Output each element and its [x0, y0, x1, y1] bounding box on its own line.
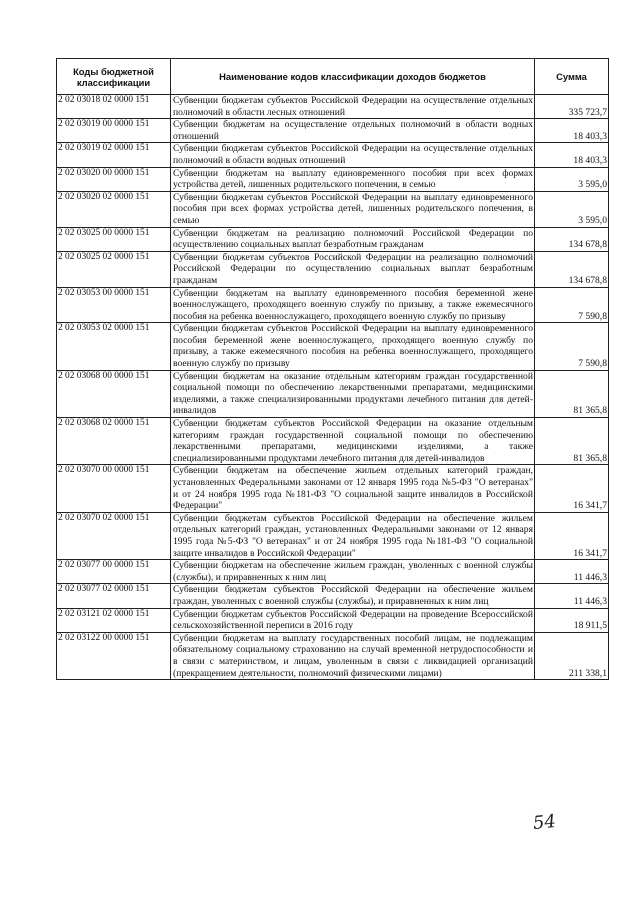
row-code: 2 02 03068 02 0000 151 — [57, 418, 171, 465]
table-row — [57, 632, 609, 679]
table-row — [57, 251, 609, 287]
row-sum: 81 365,8 — [535, 370, 609, 417]
row-sum: 134 678,8 — [535, 251, 609, 287]
table-row — [57, 418, 609, 465]
table-row — [57, 191, 609, 227]
budget-table-sheet — [56, 58, 608, 680]
row-sum: 18 403,3 — [535, 119, 609, 143]
row-code: 2 02 03025 00 0000 151 — [57, 227, 171, 251]
row-sum: 16 341,7 — [535, 465, 609, 512]
table-row — [57, 95, 609, 119]
row-name: Субвенции бюджетам на выплату единовременного пособия при всех формах устройства детей, лишенных родительского попечения, в семью — [171, 167, 535, 191]
row-name: Субвенции бюджетам на обеспечение жильем граждан, уволенных с военной службы (службы), и приравненных к ним лиц — [171, 560, 535, 584]
row-name: Субвенции бюджетам субъектов Российской Федерации на обеспечение жильем отдельных категорий граждан, установленных Федеральными законами от 12 января 1995 года №5-ФЗ "О ветеранах" и от 24 ноября 1995 года №181-ФЗ "О социальной защите инвалидов в Российской Федерации" — [171, 512, 535, 559]
row-code: 2 02 03018 02 0000 151 — [57, 95, 171, 119]
row-sum: 134 678,8 — [535, 227, 609, 251]
table-row — [57, 287, 609, 323]
row-code: 2 02 03025 02 0000 151 — [57, 251, 171, 287]
row-code: 2 02 03019 00 0000 151 — [57, 119, 171, 143]
row-name: Субвенции бюджетам на обеспечение жильем отдельных категорий граждан, установленных Федеральными законами от 12 января 1995 года №5-ФЗ "О ветеранах" и от 24 ноября 1995 года №181-ФЗ "О социальной защите инвалидов в Российской Федерации" — [171, 465, 535, 512]
table-row — [57, 560, 609, 584]
row-sum: 7 590,8 — [535, 287, 609, 323]
row-name: Субвенции бюджетам на выплату государственных пособий лицам, не подлежащим обязательному социальному страхованию на случай временной нетрудоспособности и в связи с материнством, и лицам, уволенным в связи с ликвидацией организаций (прекращением деятельности, полномочий физическими лицами) — [171, 632, 535, 679]
row-sum: 81 365,8 — [535, 418, 609, 465]
header-name: Наименование кодов классификации доходов бюджетов — [171, 59, 535, 95]
table-header-row — [57, 59, 609, 95]
header-code: Коды бюджетной классификации — [57, 59, 171, 95]
row-sum: 16 341,7 — [535, 512, 609, 559]
row-name: Субвенции бюджетам субъектов Российской Федерации на обеспечение жильем граждан, уволенных с военной службы (службы), и приравненных к ним лиц — [171, 584, 535, 608]
row-sum: 7 590,8 — [535, 323, 609, 370]
row-name: Субвенции бюджетам субъектов Российской Федерации на реализацию полномочий Российской Федерации по осуществлению социальных выплат безработным гражданам — [171, 251, 535, 287]
row-name: Субвенции бюджетам на реализацию полномочий Российской Федерации по осуществлению социальных выплат безработным гражданам — [171, 227, 535, 251]
row-code: 2 02 03019 02 0000 151 — [57, 143, 171, 167]
table-row — [57, 227, 609, 251]
row-name: Субвенции бюджетам субъектов Российской Федерации на выплату единовременного пособия беременной жене военнослужащего, проходящего военную службу по призыву, а также ежемесячного пособия на ребенка военнослужащего, проходящего военную службу по призыву — [171, 323, 535, 370]
row-sum: 18 911,5 — [535, 608, 609, 632]
row-code: 2 02 03070 02 0000 151 — [57, 512, 171, 559]
revenue-codes-table — [56, 58, 609, 680]
table-row — [57, 512, 609, 559]
row-code: 2 02 03077 02 0000 151 — [57, 584, 171, 608]
header-sum: Сумма — [535, 59, 609, 95]
row-name: Субвенции бюджетам субъектов Российской Федерации на осуществление отдельных полномочий в области водных отношений — [171, 143, 535, 167]
row-code: 2 02 03070 00 0000 151 — [57, 465, 171, 512]
row-sum: 3 595,0 — [535, 191, 609, 227]
row-code: 2 02 03068 00 0000 151 — [57, 370, 171, 417]
table-row — [57, 370, 609, 417]
table-row — [57, 323, 609, 370]
row-sum: 18 403,3 — [535, 143, 609, 167]
table-row — [57, 167, 609, 191]
row-name: Субвенции бюджетам субъектов Российской Федерации на выплату единовременного пособия при всех формах устройства детей, лишенных родительского попечения, в семью — [171, 191, 535, 227]
row-code: 2 02 03053 00 0000 151 — [57, 287, 171, 323]
row-code: 2 02 03121 02 0000 151 — [57, 608, 171, 632]
row-sum: 335 723,7 — [535, 95, 609, 119]
table-body — [57, 95, 609, 680]
row-name: Субвенции бюджетам на осуществление отдельных полномочий в области водных отношений — [171, 119, 535, 143]
row-sum: 11 446,3 — [535, 584, 609, 608]
row-name: Субвенции бюджетам субъектов Российской Федерации на оказание отдельным категориям граждан государственной социальной помощи по обеспечению лекарственными препаратами, медицинскими изделиями, а также специализированными продуктами лечебного питания для детей-инвалидов — [171, 418, 535, 465]
row-code: 2 02 03122 00 0000 151 — [57, 632, 171, 679]
row-name: Субвенции бюджетам субъектов Российской Федерации на проведение Всероссийской сельскохозяйственной переписи в 2016 году — [171, 608, 535, 632]
row-code: 2 02 03053 02 0000 151 — [57, 323, 171, 370]
table-row — [57, 143, 609, 167]
table-row — [57, 119, 609, 143]
row-sum: 211 338,1 — [535, 632, 609, 679]
table-row — [57, 584, 609, 608]
row-name: Субвенции бюджетам на выплату единовременного пособия беременной жене военнослужащего, проходящего военную службу по призыву, а также ежемесячного пособия на ребенка военнослужащего, проходящего военную службу по призыву — [171, 287, 535, 323]
page-number: 54 — [531, 810, 557, 835]
row-name: Субвенции бюджетам субъектов Российской Федерации на осуществление отдельных полномочий в области лесных отношений — [171, 95, 535, 119]
row-code: 2 02 03020 02 0000 151 — [57, 191, 171, 227]
table-row — [57, 465, 609, 512]
row-code: 2 02 03077 00 0000 151 — [57, 560, 171, 584]
row-name: Субвенции бюджетам на оказание отдельным категориям граждан государственной социальной помощи по обеспечению лекарственными препаратами, медицинскими изделиями, а также специализированными продуктами лечебного питания для детей-инвалидов — [171, 370, 535, 417]
row-sum: 11 446,3 — [535, 560, 609, 584]
row-sum: 3 595,0 — [535, 167, 609, 191]
row-code: 2 02 03020 00 0000 151 — [57, 167, 171, 191]
table-row — [57, 608, 609, 632]
